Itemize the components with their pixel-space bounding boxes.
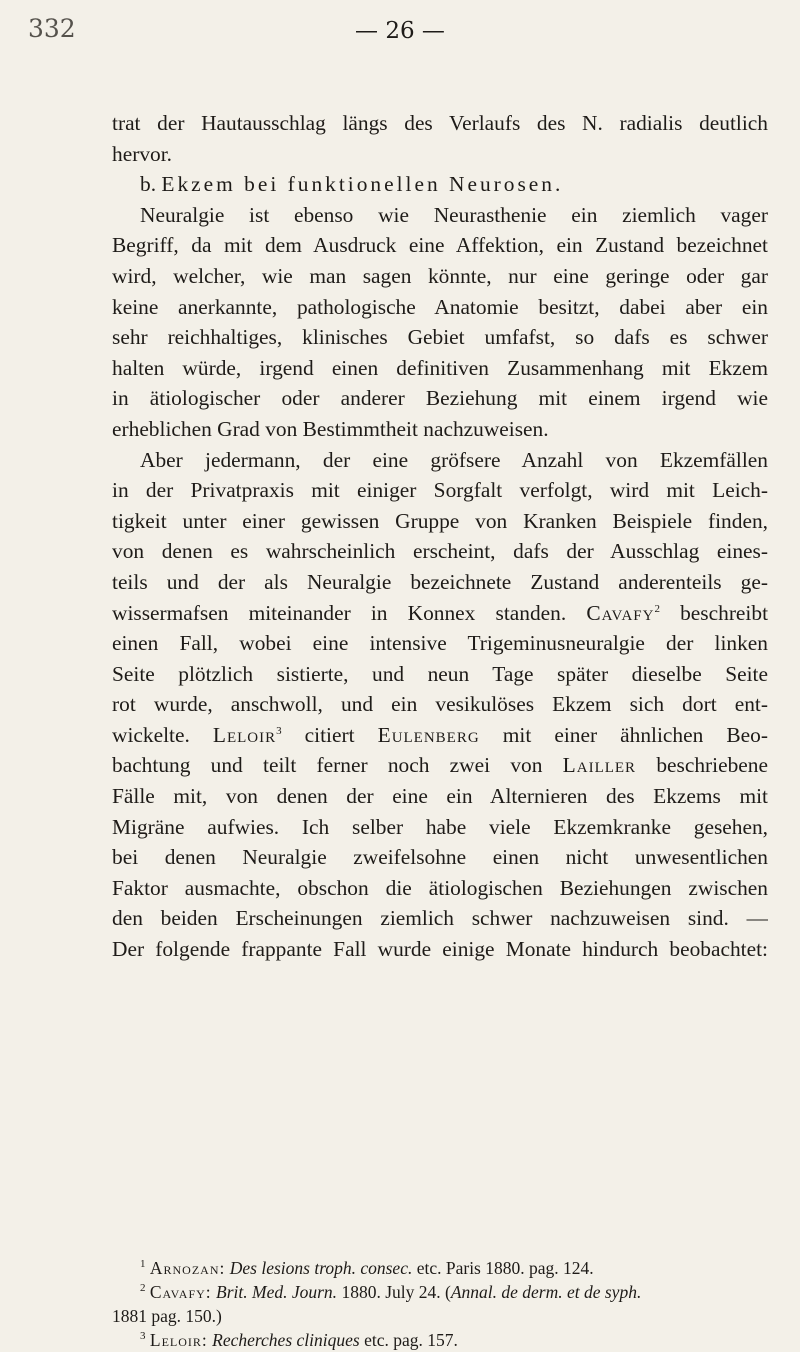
- author-name: Cavafy: [586, 600, 655, 625]
- footnote-ref: 3: [276, 724, 282, 737]
- text-line: bei denen Neuralgie zweifelsohne einen nicht unwesentlichen: [112, 845, 768, 870]
- text-line: wickelte. Leloir$^3$ citiert Eulenberg mit einer ähnlichen Beo-: [112, 722, 768, 747]
- text-line: bachtung und teilt ferner noch zwei von Lailler beschriebene: [112, 753, 768, 778]
- text-line: wird, welcher, wie man sagen könnte, nur eine geringe oder gar: [112, 263, 768, 288]
- text-line: Der folgende frappante Fall wurde einige Monate hindurch beobachtet:: [112, 937, 768, 962]
- footnote-ref: 2: [654, 602, 660, 615]
- text-line: sehr reichhaltiges, klinisches Gebiet umfafst, so dafs es schwer: [112, 325, 768, 350]
- author-name: Eulenberg: [377, 722, 480, 747]
- page-number: 332: [28, 14, 76, 43]
- author-name: Leloir: [212, 722, 277, 747]
- text-line: in ätiologischer oder anderer Beziehung mit einem irgend wie: [112, 386, 768, 411]
- text-line: tigkeit unter einer gewissen Gruppe von Kranken Beispiele finden,: [112, 508, 768, 533]
- text-line: in der Privatpraxis mit einiger Sorgfalt verfolgt, wird mit Leich-: [112, 478, 768, 503]
- text-line: teils und der als Neuralgie bezeichnete Zustand anderenteils ge-: [112, 569, 768, 594]
- text-line: hervor.: [112, 141, 172, 166]
- page-header: [0, 0, 800, 60]
- section-heading: [112, 169, 768, 200]
- footnote-continuation: 1881 pag. 150.): [112, 1306, 222, 1326]
- text-line: Migräne aufwies. Ich selber habe viele Ekzemkranke gesehen,: [112, 814, 768, 839]
- heading-text: Ekzem bei funktionellen Neurosen.: [161, 172, 564, 197]
- author-name: Lailler: [562, 753, 637, 778]
- text-line: von denen es wahrscheinlich erscheint, dafs der Ausschlag eines-: [112, 539, 768, 564]
- text-line: wissermafsen miteinander in Konnex standen. Cavafy$^2$ beschreibt: [112, 600, 768, 625]
- footnote: $^1$ Arnozan: Des lesions troph. consec. etc. Paris 1880. pag. 124.: [140, 1258, 594, 1278]
- text-line: erheblichen Grad von Bestimmtheit nachzuweisen.: [112, 416, 549, 441]
- text-line: einen Fall, wobei eine intensive Trigeminusneuralgie der linken: [112, 631, 768, 656]
- text-line: Neuralgie ist ebenso wie Neurasthenie ein ziemlich vager: [140, 202, 768, 227]
- text-line: rot wurde, anschwoll, und ein vesikulöses Ekzem sich dort ent-: [112, 692, 768, 717]
- text-line: halten würde, irgend einen definitiven Zusammenhang mit Ekzem: [112, 355, 768, 380]
- text-line: Seite plötzlich sistierte, und neun Tage später dieselbe Seite: [112, 661, 768, 686]
- text-line: Fälle mit, von denen der eine ein Alternieren des Ekzems mit: [112, 784, 768, 809]
- text-line: Aber jedermann, der eine gröfsere Anzahl von Ekzemfällen: [140, 447, 768, 472]
- text-line: Begriff, da mit dem Ausdruck eine Affektion, ein Zustand bezeichnet: [112, 233, 768, 258]
- footnote: $^2$ Cavafy: Brit. Med. Journ. 1880. July 24. (Annal. de derm. et de syph.: [140, 1282, 642, 1302]
- body-text: [112, 108, 768, 965]
- text-line: Faktor ausmachte, obschon die ätiologischen Beziehungen zwischen: [112, 875, 768, 900]
- section-page-number: — 26 —: [355, 18, 445, 44]
- text-line: den beiden Erscheinungen ziemlich schwer nachzuweisen sind. —: [112, 906, 768, 931]
- footnote: $^3$ Leloir: Recherches cliniques etc. pag. 157.: [140, 1330, 458, 1350]
- heading-letter: b.: [140, 172, 157, 197]
- text-line: trat der Hautausschlag längs des Verlaufs des N. radialis deutlich: [112, 111, 768, 135]
- text-line: keine anerkannte, pathologische Anatomie besitzt, dabei aber ein: [112, 294, 768, 319]
